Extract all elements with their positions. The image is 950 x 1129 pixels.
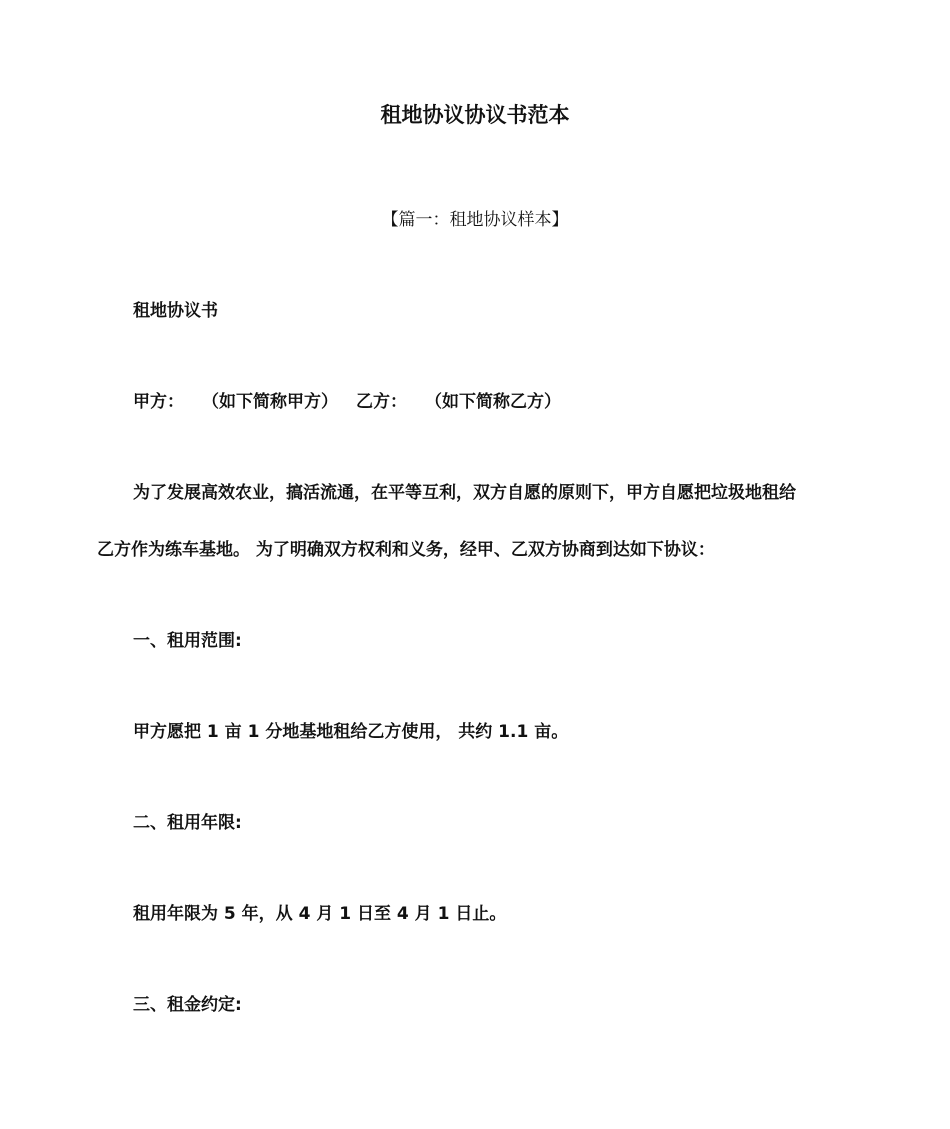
party-a-label: 甲方： — [133, 392, 184, 412]
clause-heading: 三、租金约定: — [133, 995, 242, 1015]
clause-body: 租用年限为 5 年，从 4 月 1 日至 4 月 1 日止。 — [133, 904, 507, 924]
clause-heading: 二、租用年限: — [133, 813, 242, 833]
clause-heading: 一、租用范围: — [133, 631, 242, 651]
document-title: 租地协议协议书范本 — [380, 103, 570, 127]
party-b-label: 乙方： — [356, 392, 407, 412]
intro-paragraph-line-1: 为了发展高效农业，搞活流通，在平等互利，双方自愿的原则下，甲方自愿把垃圾地租给 — [133, 483, 796, 503]
section-label: 【篇一：租地协议样本】 — [381, 210, 569, 230]
clause-body: 甲方愿把 1 亩 1 分地基地租给乙方使用， 共约 1.1 亩。 — [133, 722, 569, 742]
intro-paragraph-line-2: 乙方作为练车基地。 为了明确双方权利和义务，经甲、乙双方协商到达如下协议： — [97, 540, 715, 560]
party-b-note: （如下简称乙方） — [425, 392, 561, 412]
parties-line — [133, 391, 561, 413]
agreement-heading: 租地协议书 — [133, 301, 218, 321]
party-a-note: （如下简称甲方） — [202, 392, 338, 412]
